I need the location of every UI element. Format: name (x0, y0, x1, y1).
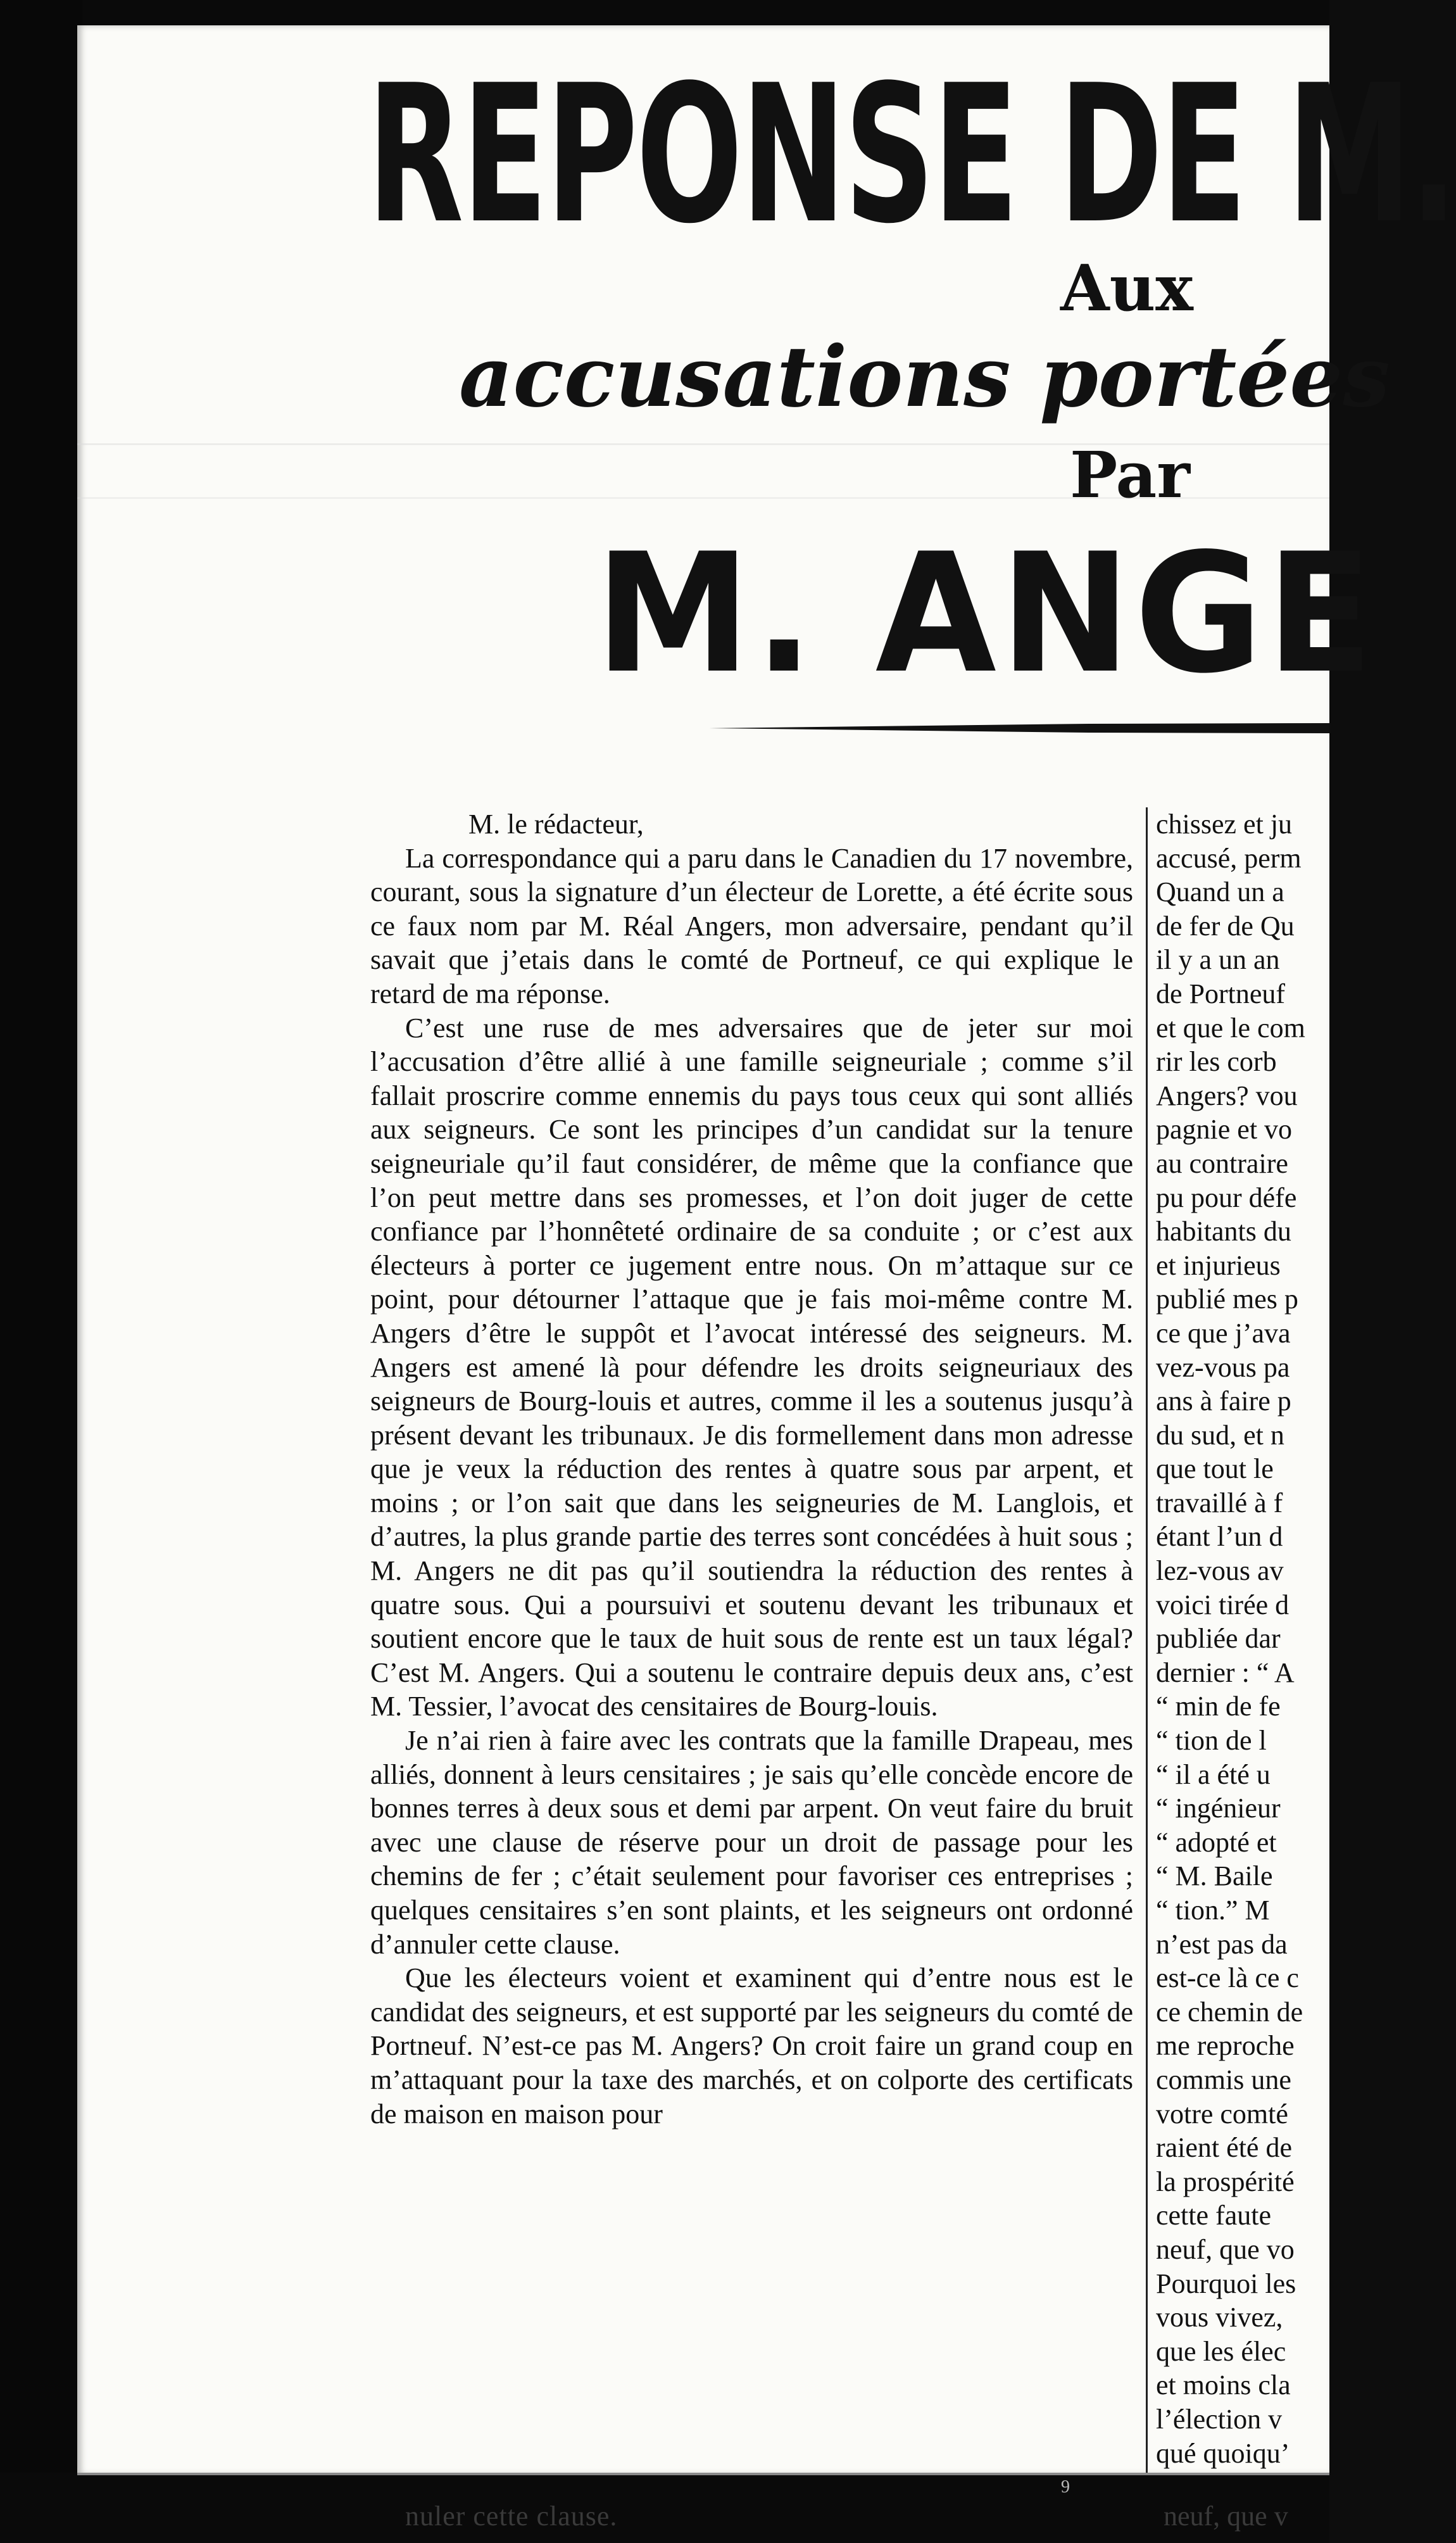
decorative-rule (709, 722, 1329, 735)
right-column-line: “ tion de l (1156, 1725, 1267, 1757)
page-edge (77, 2473, 1329, 2475)
right-column-line: “ il a été u (1156, 1758, 1271, 1790)
article-column-right (1156, 807, 1329, 2470)
right-column-line: habitants du (1156, 1216, 1291, 1247)
right-column-line: vous vivez, (1156, 2302, 1283, 2333)
right-column-line: du sud, et n (1156, 1419, 1284, 1451)
right-column-line: l’élection v (1156, 2403, 1283, 2435)
right-column-line: qué quoiqu’ (1156, 2437, 1290, 2469)
right-column-line: est-ce là ce c (1156, 1962, 1299, 1994)
right-column-line: et moins cla (1156, 2369, 1291, 2401)
scan-border-bottom (0, 2473, 1329, 2543)
right-column-line: me reproche (1156, 2030, 1295, 2062)
right-column-line: il y a un an (1156, 944, 1280, 976)
right-column-line: étant l’un d (1156, 1521, 1283, 1553)
headline-aux: Aux (1060, 251, 1193, 325)
right-column-line: n’est pas da (1156, 1928, 1288, 1960)
article-paragraph: La correspondance qui a paru dans le Canadien du 17 novembre, courant, sous la signature d’un électeur de Lorette, a été écrite sous ce faux nom par M. Réal Angers, mon adversaire, pendant qu’il savait que j’etais dans le comté de Portneuf, ce qui explique le retard de ma réponse. (370, 842, 1133, 1009)
right-column-line: “ ingénieur (1156, 1793, 1281, 1824)
right-column-line: commis une (1156, 2064, 1291, 2095)
right-column-line: accusé, perm (1156, 842, 1302, 874)
article-paragraph: C’est une ruse de mes adversaires que de jeter sur moi l’accusation d’être allié à une famille seigneuriale ; comme s’il fallait proscrire comme ennemis du pays tous ceux qui sont alliés aux seigneurs. Ce sont les principes d’un candidat sur la tenure seigneuriale qu’il faut considérer, de même que la confiance que l’on peut mettre dans ses promesses, et l’on doit juger de cette confiance par l’honnêteté ordinaire de sa conduite ; or c’est aux électeurs à porter ce jugement entre nous. On m’attaque sur ce point, pour détourner l’attaque que je fais moi-même contre M. Angers d’être le suppôt et l’avocat intéressé des seigneurs. M. Angers est amené là pour défendre les droits seigneuriaux des seigneurs de Bourg-louis et autres, comme il les a soutenus jusqu’à présent devant les tribunaux. Je dis formellement dans mon adresse que je veux la réduction des rentes à quatre sous par arpent, et moins ; or l’on sait que dans les seigneuries de M. Langlois, et d’autres, la plus grande partie des terres sont concédées à huit sous ; M. Angers ne dit pas qu’il soutiendra la réduction des rentes à quatre sous. Qui a poursuivi et soutenu devant les tribunaux et soutient encore que le taux de huit sous de rente est un taux légal? C’est M. Angers. Qui a soutenu le contraire depuis deux ans, c’est M. Tessier, l’avocat des censitaires de Bourg-louis. (370, 1012, 1133, 1722)
right-column-line: lez-vous av (1156, 1555, 1284, 1587)
right-column-line: “ tion.” M (1156, 1895, 1270, 1926)
right-column-line: publiée dar (1156, 1623, 1281, 1655)
right-column-line: Quand un a (1156, 876, 1284, 908)
right-column-line: de Portneuf (1156, 978, 1286, 1009)
right-column-line: dernier : “ A (1156, 1656, 1295, 1688)
right-column-line: “ M. Baile (1156, 1860, 1273, 1892)
right-column-line: la prospérité (1156, 2166, 1295, 2197)
column-divider (1146, 807, 1148, 2479)
right-column-line: que tout le (1156, 1453, 1274, 1485)
right-column-line: au contraire (1156, 1147, 1288, 1179)
right-column-line: votre comté (1156, 2098, 1288, 2130)
right-column-line: vez-vous pa (1156, 1351, 1290, 1383)
bleed-through-text: neuf, que v (1164, 2501, 1288, 2532)
article-salutation: M. le rédacteur, (468, 809, 644, 840)
right-column-line: neuf, que vo (1156, 2233, 1295, 2265)
article-column-left (370, 807, 1133, 2131)
right-column-line: voici tirée d (1156, 1589, 1290, 1620)
right-column-line: Pourquoi les (1156, 2268, 1296, 2299)
right-column-line: et que le com (1156, 1012, 1305, 1044)
right-column-line: publié mes p (1156, 1284, 1298, 1315)
page-number: 9 (1061, 2477, 1070, 2497)
right-column-line: rir les corb (1156, 1046, 1277, 1078)
right-column-line: ce chemin de (1156, 1996, 1303, 2028)
headline-angers: M. ANGE (595, 519, 1377, 710)
right-column-line: pu pour défe (1156, 1182, 1297, 1213)
bleed-through-text: nuler cette clause. (405, 2501, 618, 2532)
right-column-line: “ min de fe (1156, 1691, 1281, 1722)
right-column-line: chissez et ju (1156, 809, 1293, 840)
scan-border-top (0, 0, 1329, 25)
right-column-line: Angers? vou (1156, 1080, 1298, 1111)
article-paragraph: Que les électeurs voient et examinent qui d’entre nous est le candidat des seigneurs, et est supporté par les seigneurs du comté de Portneuf. N’est-ce pas M. Angers? On croit faire un grand coup en m’attaquant pour la taxe des marchés, et on colporte des certificats de maison en maison pour (370, 1962, 1133, 2130)
right-column-line: travaillé à f (1156, 1487, 1283, 1518)
scan-border-left (0, 0, 82, 2543)
headline-accusations: accusations portées (459, 328, 1390, 426)
headline-reponse: REPONSE DE M. (367, 44, 1456, 265)
right-column-line: et injurieus (1156, 1249, 1281, 1281)
right-column-line: cette faute (1156, 2200, 1271, 2231)
right-column-line: ce que j’ava (1156, 1317, 1291, 1349)
right-column-line: que les élec (1156, 2335, 1286, 2367)
right-column-line: ans à faire p (1156, 1385, 1291, 1417)
right-column-line: raient été de (1156, 2132, 1292, 2164)
article-paragraph: Je n’ai rien à faire avec les contrats que la famille Drapeau, mes alliés, donnent à leurs censitaires ; je sais qu’elle concède encore de bonnes terres à deux sous et demi par arpent. On veut faire du bruit avec une clause de réserve pour un droit de passage pour les chemins de fer ; c’était seulement pour favoriser ces entreprises ; quelques censitaires s’en sont plaints, et les seigneurs ont ordonné d’annuler cette clause. (370, 1725, 1133, 1960)
headline-par: Par (1070, 438, 1190, 512)
right-column-line: “ adopté et (1156, 1826, 1277, 1858)
right-column-line: de fer de Qu (1156, 910, 1295, 942)
right-column-line: pagnie et vo (1156, 1114, 1293, 1145)
